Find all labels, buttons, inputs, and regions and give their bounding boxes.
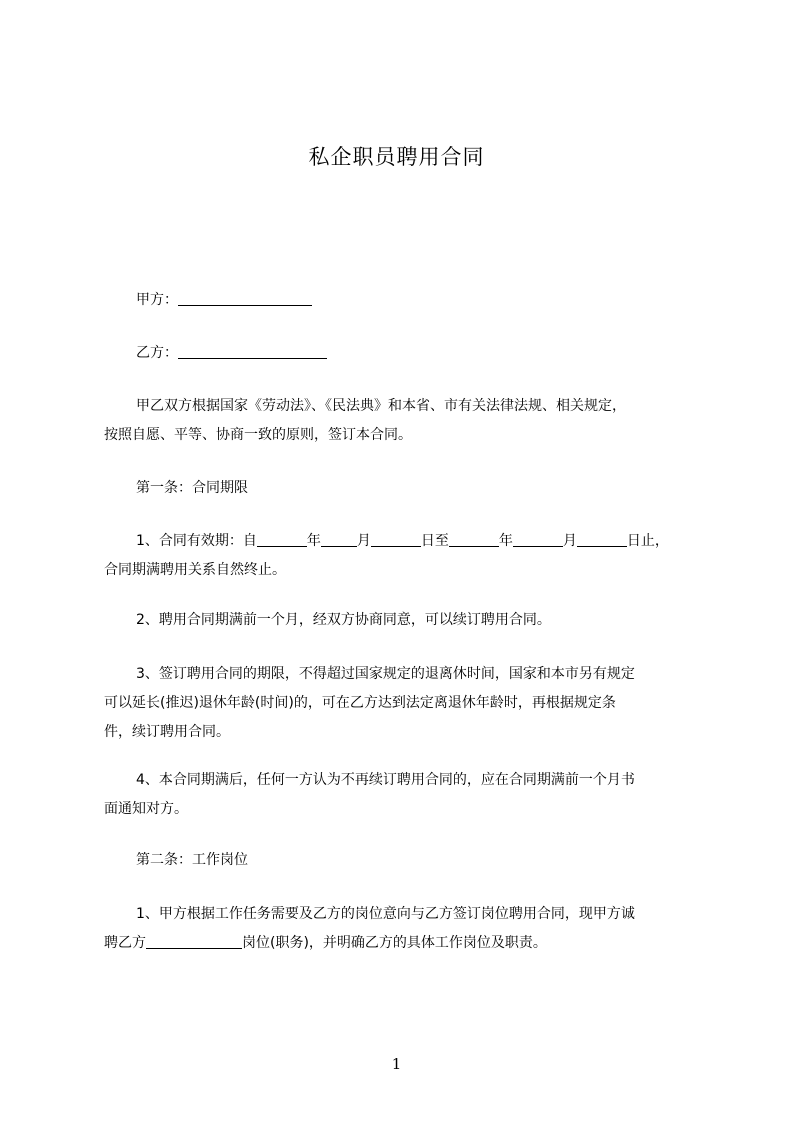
day-to-label: 日至 (420, 533, 449, 549)
clause-2-1-prefix: 聘乙方 (104, 935, 146, 951)
clause-1-1 (104, 527, 708, 585)
clause-1-3-line-1: 3、签订聘用合同的期限，不得超过国家规定的退离休时间，国家和本市另有规定 (136, 666, 635, 682)
party-a-line (136, 286, 740, 315)
party-a-blank (178, 289, 312, 306)
intro-line-2: 按照自愿、平等、协商一致的原则，签订本合同。 (104, 427, 412, 443)
end-month-blank (513, 530, 563, 547)
clause-1-4 (104, 766, 708, 824)
party-b-label: 乙方： (136, 345, 178, 361)
clause-1-4-line-1: 4、本合同期满后，任何一方认为不再续订聘用合同的，应在合同期满前一个月书 (136, 772, 635, 788)
page-number: 1 (391, 1055, 402, 1073)
clause-2-1-line-2 (104, 929, 708, 958)
page-title: 私企职员聘用合同 (308, 145, 485, 169)
clause-1-4-line-2: 面通知对方。 (104, 801, 188, 817)
start-month-blank (321, 530, 357, 547)
year-label: 年 (306, 533, 321, 549)
article-2-heading: 第二条：工作岗位 (136, 852, 248, 868)
start-day-blank (371, 530, 421, 547)
end-year-blank (449, 530, 499, 547)
end-day-blank (577, 530, 627, 547)
year-label-2: 年 (498, 533, 513, 549)
party-b-blank (178, 342, 327, 359)
clause-2-1-line-1: 1、甲方根据工作任务需要及乙方的岗位意向与乙方签订岗位聘用合同，现甲方诚 (136, 906, 635, 922)
month-label: 月 (356, 533, 371, 549)
intro-line-1: 甲乙双方根据国家《劳动法》、《民法典》和本省、市有关法律法规、相关规定， (136, 398, 626, 414)
clause-1-1-line-2: 合同期满聘用关系自然终止。 (104, 562, 286, 578)
position-blank (146, 932, 242, 949)
start-year-blank (257, 530, 307, 547)
clause-2-1-suffix: 岗位(职务)，并明确乙方的具体工作岗位及职责。 (242, 935, 547, 951)
clause-2-1 (104, 900, 708, 958)
party-a-label: 甲方： (136, 292, 178, 308)
intro-paragraph (104, 392, 708, 450)
clause-1-3-line-2: 可以延长(推迟)退休年龄(时间)的，可在乙方达到法定离退休年龄时，再根据规定条 (104, 695, 616, 711)
article-1-heading: 第一条：合同期限 (136, 480, 248, 496)
clause-1-3 (104, 660, 708, 747)
month-label-2: 月 (562, 533, 577, 549)
clause-1-3-line-3: 件，续订聘用合同。 (104, 724, 230, 740)
clause-1-1-prefix: 1、合同有效期：自 (136, 533, 257, 549)
party-b-line (136, 339, 740, 368)
clause-1-2: 2、聘用合同期满前一个月，经双方协商同意，可以续订聘用合同。 (136, 612, 551, 628)
clause-1-1-line-1 (104, 527, 708, 556)
day-end-label: 日止， (626, 533, 669, 549)
